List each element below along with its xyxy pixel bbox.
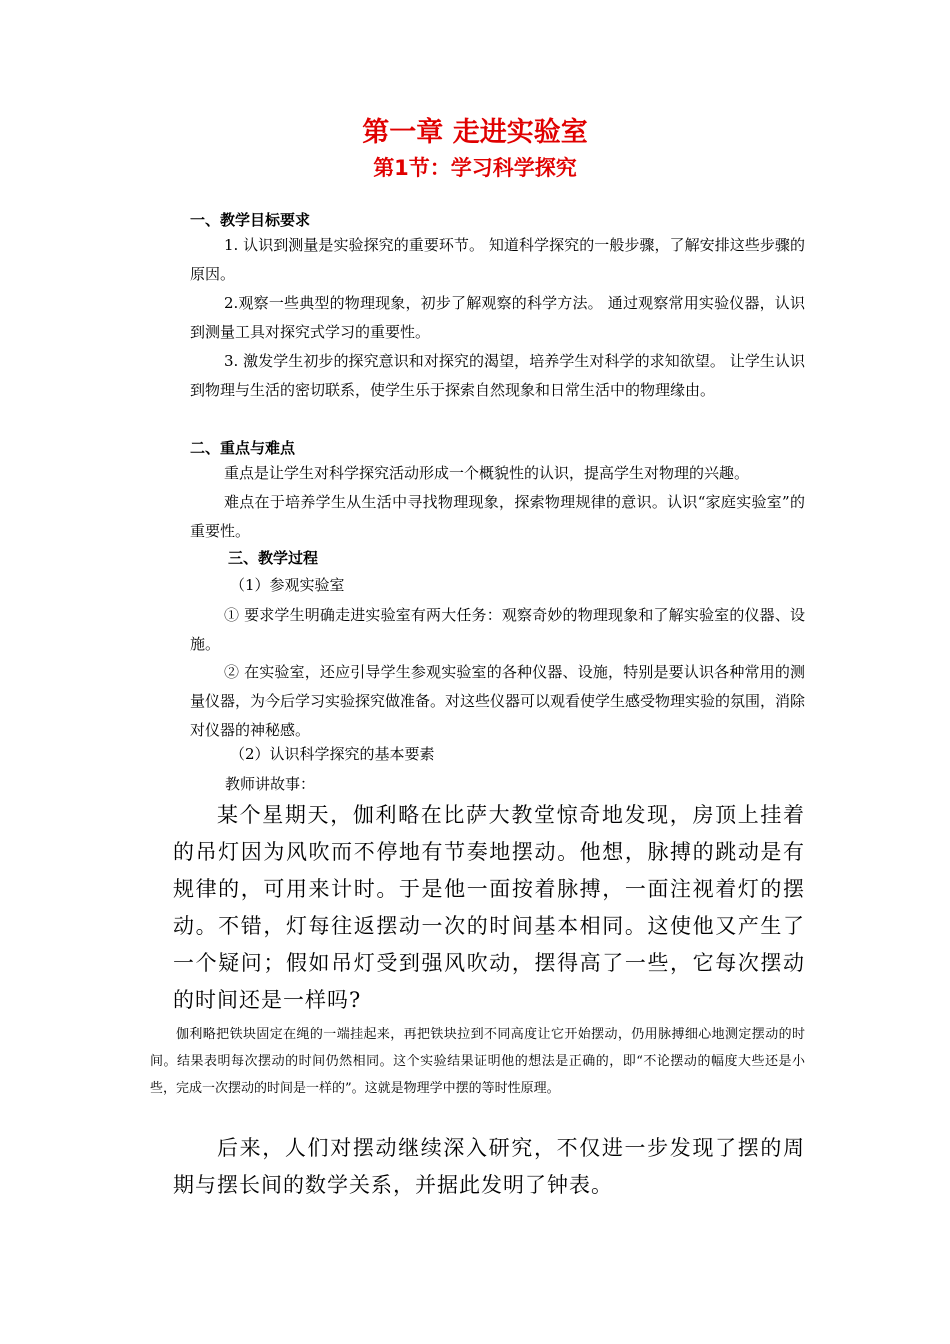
heading-teaching-goals: 一、教学目标要求	[190, 211, 311, 229]
goal-item-2: 2.观察一些典型的物理现象，初步了解观察的科学方法。 通过观察常用实验仪器，认识到测量工具对探究式学习的重要性。	[190, 294, 805, 341]
step1-item-2: ② 在实验室，还应引导学生参观实验室的各种仪器、设施，特别是要认识各种常用的测量仪器，为今后学习实验探究做准备。对这些仪器可以观看使学生感受物理实验的氛围，消除对仪器的神秘感。	[190, 663, 806, 739]
heading-key-points: 二、重点与难点	[190, 439, 296, 457]
story-paragraph-2: 伽利略把铁块固定在绳的一端挂起来，再把铁块拉到不同高度让它开始摆动，仍用脉搏细心地测定摆动的时间。结果表明每次摆动的时间仍然相同。这个实验结果证明他的想法是正确的，即“不论摆动的幅度大些还是小些，完成一次摆动的时间是一样的”。这就是物理学中摆的等时性原理。	[150, 1027, 805, 1096]
section-title: 第1节：学习科学探究	[373, 156, 577, 180]
difficulty-text: 难点在于培养学生从生活中寻找物理现象，探索物理规律的意识。认识“家庭实验室”的重要性。	[190, 493, 805, 540]
step1-title: （1）参观实验室	[230, 576, 345, 594]
chapter-title: 第一章 走进实验室	[362, 117, 588, 148]
goal-item-3: 3. 激发学生初步的探究意识和对探究的渴望，培养学生对科学的求知欲望。 让学生认识到物理与生活的密切联系，使学生乐于探索自然现象和日常生活中的物理缘由。	[190, 352, 805, 399]
step1-item-1: ① 要求学生明确走进实验室有两大任务：观察奇妙的物理现象和了解实验室的仪器、设施。	[190, 606, 805, 653]
heading-teaching-process: 三、教学过程	[228, 549, 319, 567]
step2-title: （2）认识科学探究的基本要素	[230, 745, 435, 763]
story-paragraph-3: 后来，人们对摆动继续深入研究，不仅进一步发现了摆的周期与摆长间的数学关系，并据此发明了钟表。	[173, 1136, 805, 1197]
goal-item-1: 1. 认识到测量是实验探究的重要环节。 知道科学探究的一般步骤，了解安排这些步骤的原因。	[190, 236, 805, 283]
story-intro: 教师讲故事：	[225, 775, 316, 793]
key-point-text: 重点是让学生对科学探究活动形成一个概貌性的认识，提高学生对物理的兴趣。	[224, 464, 750, 482]
story-paragraph-1: 某个星期天，伽利略在比萨大教堂惊奇地发现，房顶上挂着的吊灯因为风吹而不停地有节奏地摆动。他想，脉搏的跳动是有规律的，可用来计时。于是他一面按着脉搏，一面注视着灯的摆动。不错，灯每往返摆动一次的时间基本相同。这使他又产生了一个疑问；假如吊灯受到强风吹动，摆得高了一些，它每次摆动的时间还是一样吗?	[173, 803, 805, 1012]
